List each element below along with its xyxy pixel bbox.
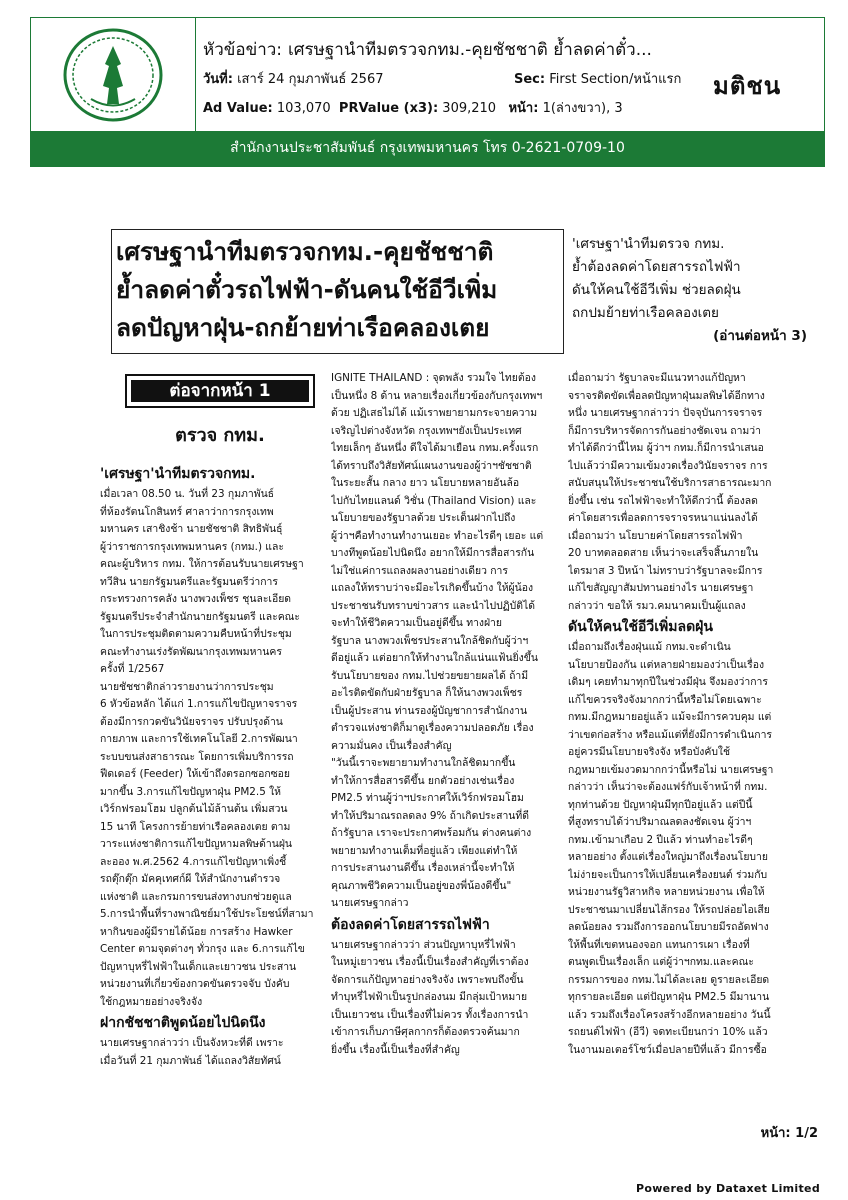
body-line: ค่าโดยสารเพื่อลดการจราจรหนาแน่นลงได้ — [568, 512, 758, 524]
body-line: นายเศรษฐากล่าวว่า ส่วนปัญหาบุหรี่ไฟฟ้า — [331, 938, 516, 951]
body-line: "วันนี้เราจะพยายามทำงานใกล้ชิดมากขึ้น — [331, 757, 516, 769]
front-summary — [572, 233, 807, 348]
body-line: ทุกรายละเอียด แต่ปัญหาฝุ่น PM2.5 มีมานาน — [568, 991, 770, 1003]
body-line: นโยบายของรัฐบาลด้วย ประเด็นฝากไปถึง — [331, 512, 516, 524]
summary-line: 'เศรษฐา'นำทีมตรวจ กทม. — [572, 236, 725, 252]
body-line: 5.การนำพื้นที่รางพาณิชย์มาใช้ประโยชน์ที่สามา — [100, 908, 314, 920]
body-line: ผู้ว่าราชการกรุงเทพมหานคร (กทม.) และ — [100, 540, 284, 553]
body-line: แห่งชาติ และกรมการขนส่งทางบกช่วยดูแล — [100, 890, 292, 903]
body-line: หนึ่ง นายเศรษฐากล่าวว่า ปัจจุบันการจราจร — [568, 407, 763, 419]
body-line: ผู้ว่าฯคือทำงานทำงานเยอะ ทำอะไรดีๆ เยอะ แต่ — [331, 529, 544, 542]
continued-subhead: ตรวจ กทม. — [175, 425, 265, 446]
continued-label: ต่อจากหน้า 1 — [131, 380, 309, 402]
body-line: การประสานงานดีขึ้น เรื่องเหล่านี้จะทำให้ — [331, 862, 515, 874]
body-line: หากินของผู้มีรายได้น้อย การสร้าง Hawker — [100, 925, 293, 938]
news-date: วันที่: เสาร์ 24 กุมภาพันธ์ 2567 — [203, 72, 384, 87]
body-line: กทม.มีกฎหมายอยู่แล้ว แม้จะมีการควบคุม แต่ — [568, 711, 772, 723]
body-line: ต้องมีการกวดขันวินัยจราจร ปรับปรุงด้าน — [100, 715, 283, 728]
news-section: Sec: First Section/หน้าแรก — [514, 72, 682, 87]
body-line: อยู่ควรมีนโยบายจริงจัง หรือบังคับใช้ — [568, 746, 731, 758]
section-heading: ฝากชัชชาติพูดน้อยไปนิดนึง — [100, 1015, 266, 1031]
body-line: ในงานมอเตอร์โชว์เมื่อปลายปีที่แล้ว มีการซื้อ — [568, 1043, 767, 1056]
body-line: ทำได้ดีกว่านี้ไหม ผู้ว่าฯ กทม.ก็มีการนำเสนอ — [568, 442, 764, 454]
body-line: แก้ไขควรจริงจังมากกว่านี้หรือไม่โดยเฉพาะ — [568, 693, 762, 706]
body-line: ไทยเล็กๆ อันหนึ่ง ดีใจได้มาเยือน กทม.ครั้งแรก — [331, 442, 539, 454]
body-line: กฎหมายเข้มงวดมากกว่านี้หรือไม่ นายเศรษฐา — [568, 763, 774, 776]
body-line: อะไรติดขัดกับฝ่ายรัฐบาล ก็ให้นางพวงเพ็ชร — [331, 687, 523, 699]
body-line: ประชาชนรับทราบข่าวสาร และนำไปปฏิบัติได้ — [331, 599, 535, 612]
body-line: เป็นหนึ่ง 8 ด้าน หลายเรื่องเกี่ยวข้องกับกรุงเทพฯ — [331, 389, 543, 402]
body-line: พยายามทำงานเต็มที่อยู่แล้ว เพียงแต่ทำให้ — [331, 844, 518, 857]
value-row: Ad Value: 103,070 PRValue (x3): 309,210 หน้า: 1(ล่างขวา), 3 — [203, 101, 623, 116]
body-line: ในการประชุมติดตามความคืบหน้าที่ประชุม — [100, 628, 292, 640]
body-line: กระทรวงการคลัง นางพวงเพ็ชร ชุนละเอียด — [100, 593, 292, 605]
body-line: แล้ว รวมถึงเรื่องโครงสร้างอีกหลายอย่าง วันนี้ — [568, 1008, 771, 1021]
body-line: ทุกท่านด้วย ปัญหาฝุ่นมีทุกปีอยู่แล้ว แต่ปีนี้ — [568, 798, 753, 811]
body-line: สนับสนุนให้ประชาชนใช้บริการสาธารณะมาก — [568, 477, 772, 489]
body-line: 6 หัวข้อหลัก ได้แก่ 1.การแก้ไขปัญหาจราจร — [100, 698, 298, 710]
body-line: กรรมการของ กทม.ไม่ได้ละเลย ดูรายละเอียด — [568, 973, 770, 986]
body-line: แก้ไขสัญญาสัมปทานอย่างไร นายเศรษฐา — [568, 582, 754, 594]
body-line: เป็นผู้ประสาน ท่านรองผู้บัญชาการสำนักงาน — [331, 704, 528, 717]
section-heading: ดันให้คนใช้อีวีเพิ่มลดฝุ่น — [568, 619, 713, 635]
body-line: ทำให้ปริมาณรถลดลง 9% ถ้าเกิดประสานที่ดี — [331, 809, 529, 822]
body-line: 15 นาที โครงการย้ายท่าเรือคลองเตย ตาม — [100, 820, 291, 833]
body-line: จัดการแก้ปัญหาอย่างจริงจัง เพราะพบถึงขั้น — [331, 973, 524, 986]
body-line: ถ้ารัฐบาล เราจะประกาศพร้อมกัน ต่างคนต่าง — [331, 827, 532, 839]
body-line: นายเศรษฐากล่าวว่า เป็นจังหวะที่ดี เพราะ — [100, 1037, 284, 1049]
body-line: มหานคร เสาชิงช้า นายชัชชาติ สิทธิพันธุ์ — [100, 523, 283, 535]
body-line: นายชัชชาติกล่าวรายงานว่าการประชุม — [100, 680, 274, 693]
body-line: รัฐบาล นางพวงเพ็ชรประสานใกล้ชิดกับผู้ว่าฯ — [331, 634, 529, 647]
summary-line: ดันให้คนใช้อีวีเพิ่ม ช่วยลดฝุ่น — [572, 282, 741, 298]
page-number: หน้า: 1/2 — [760, 1126, 818, 1141]
body-line: ไม่ง่ายจะเป็นการให้เปลี่ยนเครื่องยนต์ ร่วมกับ — [568, 868, 768, 881]
body-line: เดิมๆ เคยทำมาทุกปีในช่วงมีฝุ่น จึงมองว่าการ — [568, 676, 768, 688]
body-line: ละออง พ.ศ.2562 4.การแก้ไขปัญหาเพิ่งชี้ — [100, 855, 287, 868]
body-line: ปัญหาบุหรี่ไฟฟ้าในเด็กและเยาวชน ประสาน — [100, 960, 297, 973]
body-line: เมื่อถามว่า รัฐบาลจะมีแนวทางแก้ปัญหา — [568, 372, 746, 384]
news-title: หัวข้อข่าว: เศรษฐานำทีมตรวจกทม.-คุยชัชชาติ ย้ำลดค่าตั๋ว... — [203, 40, 652, 60]
body-line: ในหมู่เยาวชน เรื่องนี้เป็นเรื่องสำคัญที่เราต้อง — [331, 956, 529, 968]
bma-logo — [31, 18, 196, 133]
body-line: ว่าเขตก่อสร้าง หรือแม้แต่ที่ยังมีการดำเนินการ — [568, 728, 773, 741]
body-line: เมื่อวันที่ 21 กุมภาพันธ์ ได้แถลงวิสัยทัศน์ — [100, 1054, 281, 1067]
body-column-2 — [331, 370, 554, 1059]
body-line: ตำรวจแห่งชาติก็มาดูเรื่องความปลอดภัย เรื่อง — [331, 722, 534, 734]
body-line: จะทำให้ชีวิตความเป็นอยู่ดีขึ้น ทางฝ่าย — [331, 617, 502, 629]
body-line: เป็นเยาวชน เป็นเรื่องที่ไม่ควร ทั้งเรื่องการนำ — [331, 1008, 529, 1021]
body-line: เจริญไปต่างจังหวัด กรุงเทพฯยังเป็นประเทศ — [331, 424, 522, 437]
body-line: วาระแห่งชาติการแก้ไขปัญหามลพิษด้านฝุ่น — [100, 838, 293, 850]
body-line: ความมั่นคง เป็นเรื่องสำคัญ — [331, 739, 452, 752]
body-line: รถยนต์ไฟฟ้า (อีวี) จดทะเบียนกว่า 10% แล้ว — [568, 1026, 768, 1038]
body-line: กล่าวว่า ขอให้ รมว.คมนาคมเป็นผู้แถลง — [568, 599, 746, 612]
body-line: เวิร์กฟรอมโฮม ปลูกต้นไม้ล้านต้น เพิ่มสวน — [100, 803, 288, 815]
read-more: (อ่านต่อหน้า 3) — [713, 328, 807, 344]
summary-line: ย้ำต้องลดค่าโดยสารรถไฟฟ้า — [572, 259, 741, 275]
body-line: ยิ่งขึ้น เรื่องนี้เป็นเรื่องที่สำคัญ — [331, 1043, 460, 1056]
headline-line: ย้ำลดค่าตั๋วรถไฟฟ้า-ดันคนใช้อีวีเพิ่ม — [116, 275, 498, 304]
body-line: หลายอย่าง ตั้งแต่เรื่องใหญ่มาถึงเรื่องนโยบาย — [568, 851, 768, 863]
body-line: หน่วยงานรัฐวิสาหกิจ หลายหน่วยงาน เพื่อให้ — [568, 886, 765, 898]
body-line: ลดน้อยลง รวมถึงการออกนโยบายมีรถอัดฟาง — [568, 921, 769, 933]
body-line: ในระยะสั้น กลาง ยาว นโยบายหลายอันล้อ — [331, 477, 520, 489]
body-column-1 — [100, 462, 322, 1070]
body-line: PM2.5 ท่านผู้ว่าฯประกาศให้เวิร์กฟรอมโฮม — [331, 792, 524, 804]
publication-logo: มติชน — [713, 72, 782, 100]
body-line: รถตุ๊กตุ๊ก มัคคุเทศก์ผี ให้สำนักงานตำรวจ — [100, 873, 281, 885]
body-line: ทำให้การสื่อสารดีขึ้น ยกตัวอย่างเช่นเรื่อง — [331, 774, 515, 787]
body-line: กทม.เข้ามาเกือบ 2 ปีแล้ว ท่านทำอะไรดีๆ — [568, 833, 753, 846]
body-line: ทำบุหรี่ไฟฟ้าเป็นรูปกล่องนม มีกลุ่มเป้าหมาย — [331, 991, 528, 1003]
body-line: ทวีสิน นายกรัฐมนตรีและรัฐมนตรีว่าการ — [100, 575, 278, 588]
body-line: เข้าการเก็บภาษีศุลกากรก็ต้องตรวจค้นมาก — [331, 1026, 520, 1038]
section-heading: ต้องลดค่าโดยสารรถไฟฟ้า — [331, 916, 490, 933]
body-line: คณะทำงานเร่งรัดพัฒนากรุงเทพมหานคร — [100, 645, 282, 658]
body-column-3 — [568, 370, 810, 1059]
headline-line: ลดปัญหาฝุ่น-ถกย้ายท่าเรือคลองเตย — [116, 313, 490, 342]
office-banner: สำนักงานประชาสัมพันธ์ กรุงเทพมหานคร โทร 0-2621-0709-10 — [31, 131, 824, 166]
body-line: ที่สูงทราบได้ว่าปริมาณลดลงชัดเจน ผู้ว่าฯ — [568, 816, 752, 828]
body-line: คณะผู้บริหาร กทม. ให้การต้อนรับนายเศรษฐา — [100, 558, 304, 570]
body-line: กายภาพ และการใช้เทคโนโลยี 2.การพัฒนา — [100, 733, 298, 745]
body-line: ที่ห้องรัตนโกสินทร์ ศาลาว่าการกรุงเทพ — [100, 505, 274, 518]
headline-line: เศรษฐานำทีมตรวจกทม.-คุยชัชชาติ — [116, 237, 494, 266]
body-line: ไปแล้วว่ามีความเข้มงวดเรื่องวินัยจราจร การ — [568, 459, 768, 472]
body-line: บางทีพูดน้อยไปนิดนึง อยากให้มีการสื่อสารกัน — [331, 547, 535, 559]
body-line: ก็มีการบริหารจัดการกันอย่างชัดเจน ถามว่า — [568, 424, 761, 437]
body-line: ไปกับไทยแลนด์ วิชั่น (Thailand Vision) และ — [331, 494, 537, 507]
body-line: ระบบขนส่งสาธารณะ โดยการเพิ่มบริการรถ — [100, 750, 294, 763]
body-line: เมื่อถามถึงเรื่องฝุ่นแม้ กทม.จะดำเนิน — [568, 641, 731, 653]
body-line: รับนโยบายของ กทม.ไปช่วยขยายผลได้ ถ้ามี — [331, 669, 529, 682]
body-line: รัฐมนตรีประจำสำนักนายกรัฐมนตรี และคณะ — [100, 610, 300, 623]
body-line: กล่าวว่า เห็นว่าจะต้องแฟร์กับเจ้าหน้าที่ กทม. — [568, 781, 768, 793]
body-line: ให้พื้นที่เขตหนองจอก แทนการเผา เรื่องที่ — [568, 938, 750, 951]
body-line: IGNITE THAILAND : จุดพลัง รวมใจ ไทยต้อง — [331, 372, 536, 384]
footer-credit: Powered by Dataxet Limited — [636, 1182, 820, 1195]
clipping-header — [30, 17, 825, 167]
body-line: ตนพูดเป็นเรื่องเล็ก แต่ผู้ว่าฯกทม.และคณะ — [568, 956, 754, 968]
body-line: ดีอยู่แล้ว แต่อยากให้ทำงานใกล้แน่นแฟ้นยิ่งขึ้น — [331, 652, 538, 664]
body-line: ได้ทราบถึงวิสัยทัศน์แผนงานของผู้ว่าฯชัชชาติ — [331, 459, 532, 472]
body-line: ฟีดเดอร์ (Feeder) ให้เข้าถึงตรอกซอกซอย — [100, 768, 290, 780]
body-line: คุณภาพชีวิตความเป็นอยู่ของพี่น้องดีขึ้น" — [331, 879, 512, 892]
section-heading: 'เศรษฐา'นำทีมตรวจกทม. — [100, 466, 256, 482]
body-line: มากขึ้น 3.การแก้ไขปัญหาฝุ่น PM2.5 ให้ — [100, 785, 282, 798]
body-line: เมื่อถามว่า นโยบายค่าโดยสารรถไฟฟ้า — [568, 529, 743, 542]
body-line: Center ตามจุดต่างๆ ทั่วกรุง และ 6.การแก้ไข — [100, 943, 305, 955]
body-line: ครั้งที่ 1/2567 — [100, 663, 165, 675]
body-line: จราจรติดขัดเพื่อลดปัญหาฝุ่นมลพิษได้อีกทาง — [568, 389, 765, 402]
body-line: ประชาชนมาเปลี่ยนไส้กรอง ให้รถปล่อยไอเสีย — [568, 903, 770, 916]
body-line: เมื่อเวลา 08.50 น. วันที่ 23 กุมภาพันธ์ — [100, 488, 275, 500]
headline — [116, 233, 561, 347]
body-line: นายเศรษฐากล่าว — [331, 897, 409, 909]
body-line: นโยบายป้องกัน แต่หลายฝ่ายมองว่าเป็นเรื่อง — [568, 658, 765, 671]
body-line: หน่วยงานที่เกี่ยวข้องกวดขันตรวจจับ บังคับ — [100, 978, 290, 990]
body-line: ด้วย ปฏิเสธไม่ได้ แม้เราพยายามกระจายความ — [331, 407, 538, 419]
continued-badge — [125, 374, 315, 408]
body-line: ยิ่งขึ้น เช่น รถไฟฟ้าจะทำให้ดีกว่านี้ ต้องลด — [568, 494, 758, 507]
summary-line: ถกปมย้ายท่าเรือคลองเตย — [572, 305, 719, 321]
body-line: แถลงให้ทราบว่าจะมีอะไรเกิดขึ้นบ้าง ให้ผู้น้อง — [331, 582, 534, 594]
body-line: ใช้กฎหมายอย่างจริงจัง — [100, 995, 203, 1008]
body-line: 20 บาทตลอดสาย เห็นว่าจะเสร็จสิ้นภายใน — [568, 547, 759, 559]
body-line: ไตรมาส 3 ปีหน้า ไม่ทราบว่ารัฐบาลจะมีการ — [568, 564, 763, 577]
body-line: ไม่ใช่แค่การแถลงผลงานอย่างเดียว การ — [331, 564, 508, 577]
